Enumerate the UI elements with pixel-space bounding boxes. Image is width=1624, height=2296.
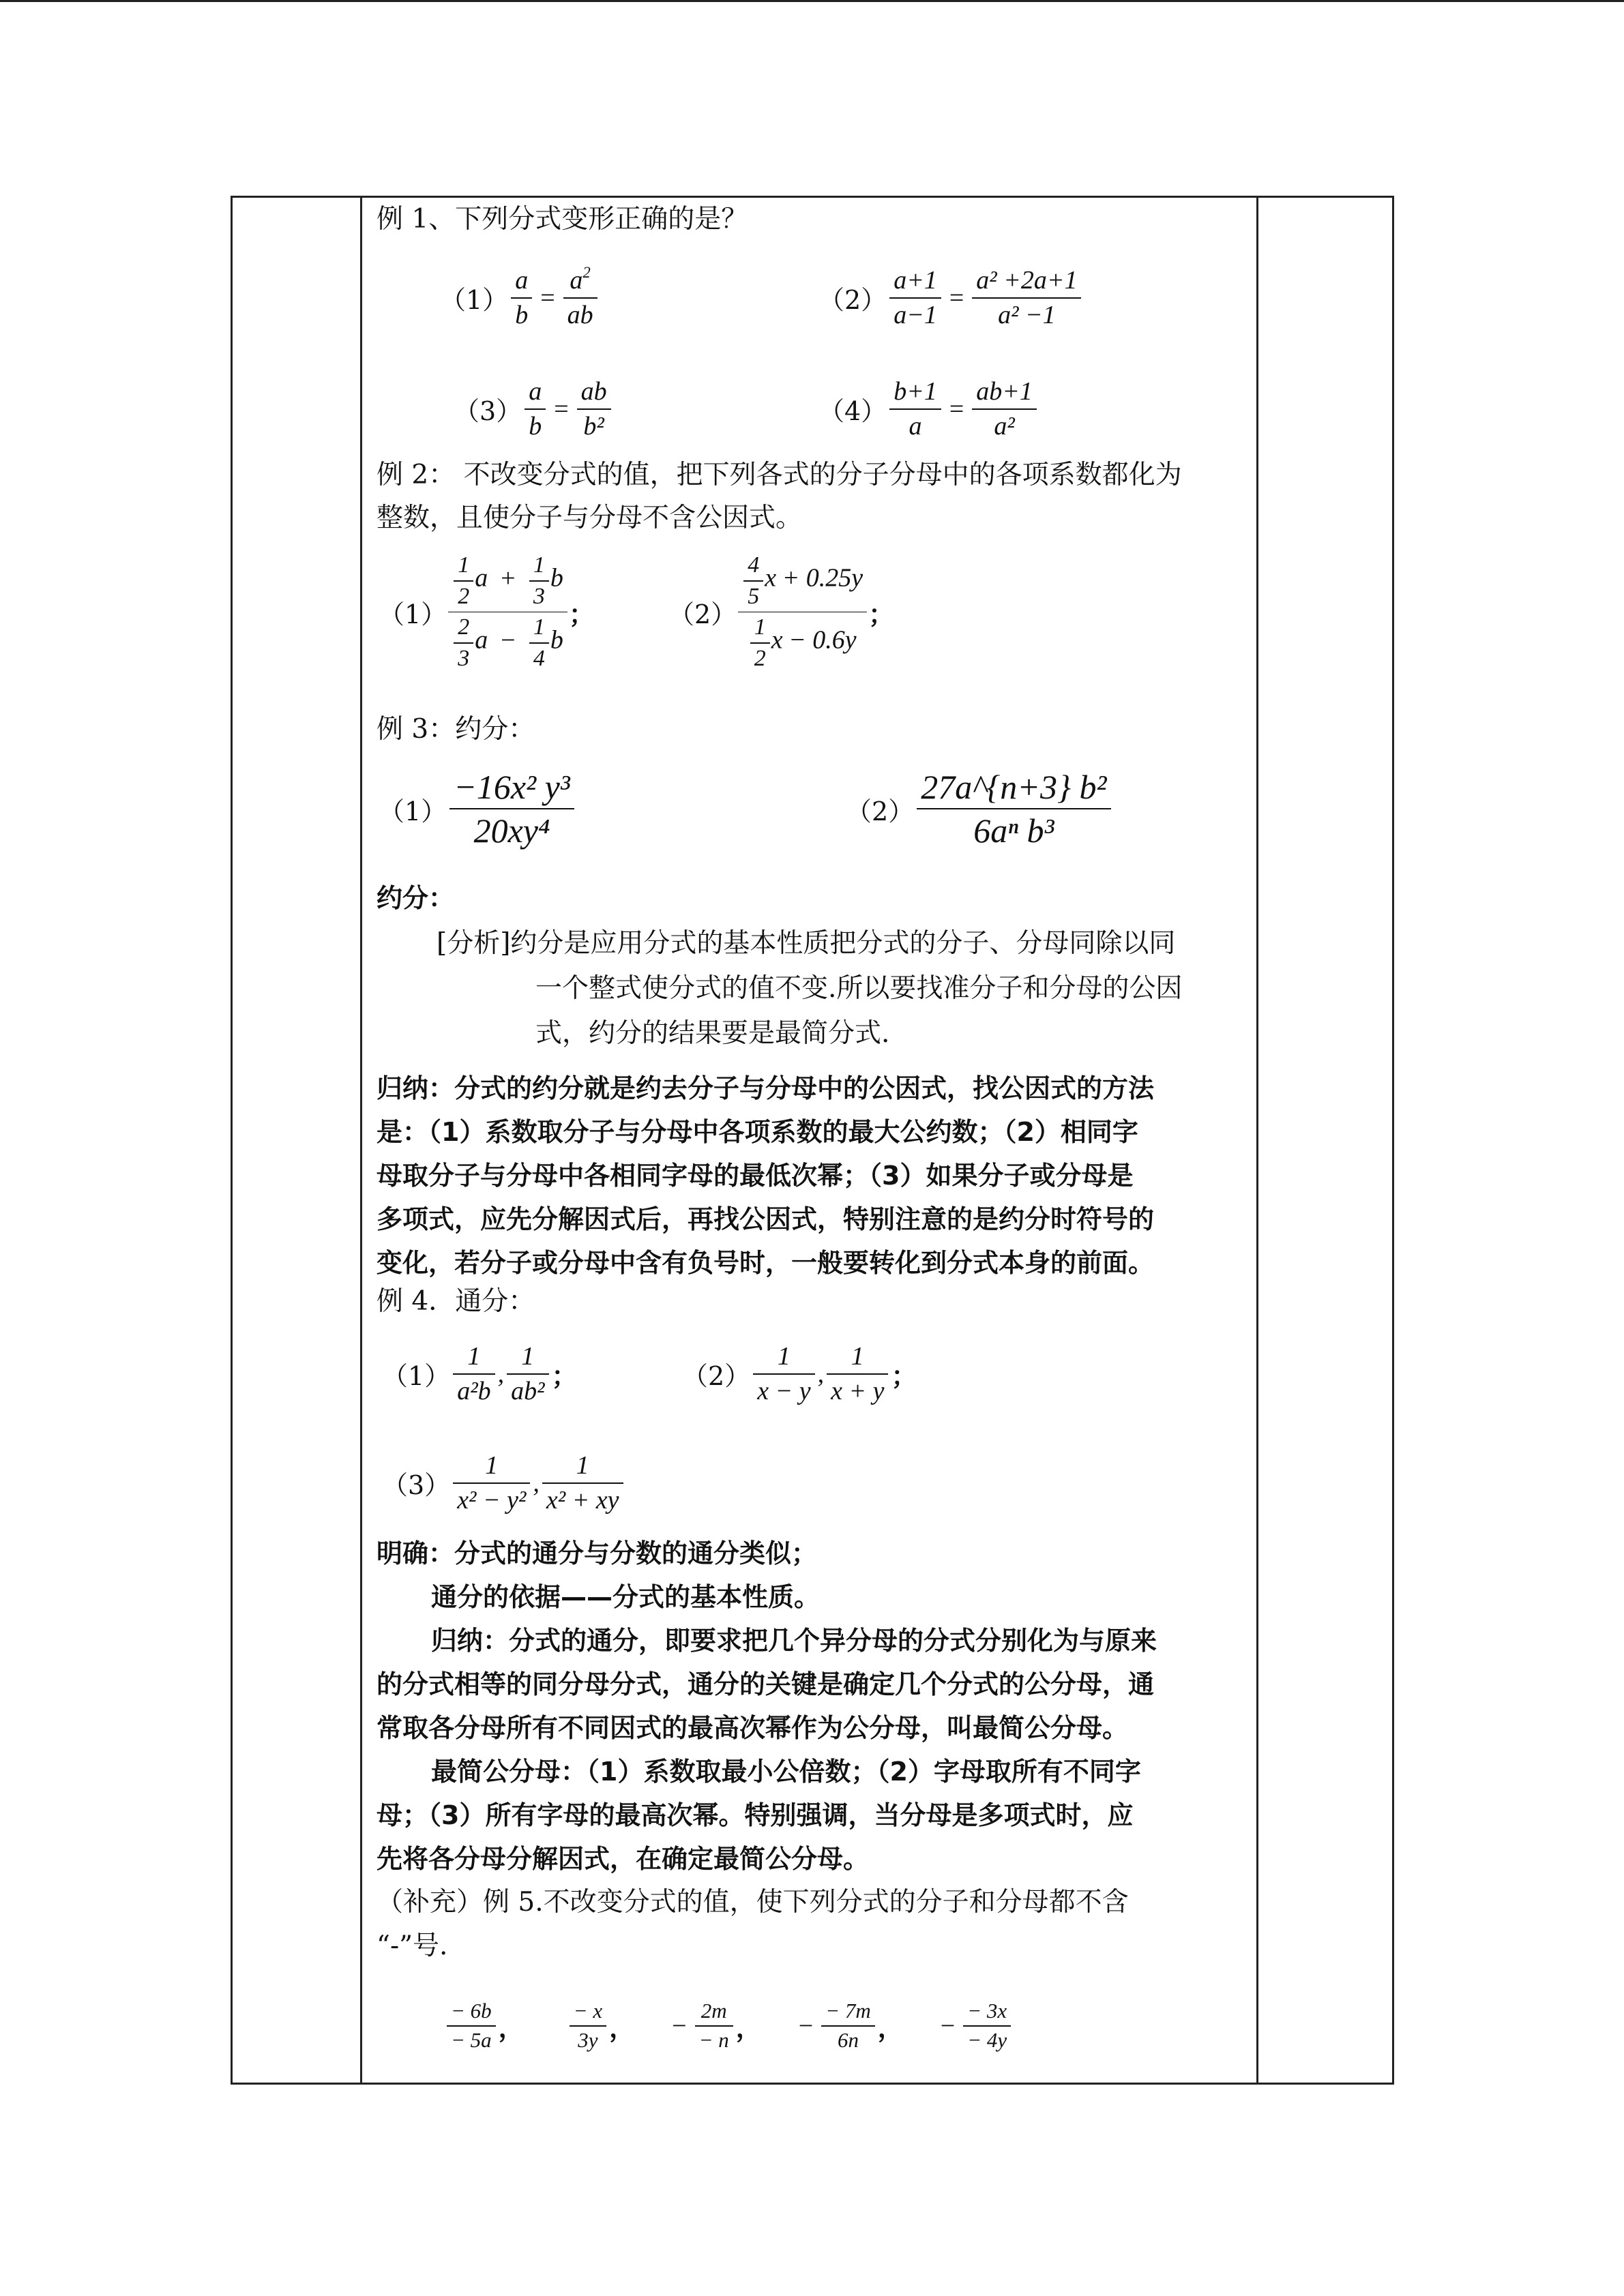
table-divider-2 <box>1256 196 1258 2085</box>
ex5-item: − − 7m 6n ， <box>798 1999 904 2052</box>
fraction: ab b² <box>577 377 611 441</box>
table-divider-1 <box>360 196 362 2085</box>
fraction: 1 x − y <box>753 1342 814 1405</box>
fraction: 1 x² + xy <box>542 1451 623 1515</box>
ex1-item-2 <box>818 266 1084 329</box>
equals-sign: = <box>949 394 964 423</box>
example-2-line-2: 整数，且使分子与分母不含公因式。 <box>377 503 803 533</box>
item-label: （2） <box>818 285 887 316</box>
clarify-summary-2: 的分式相等的同分母分式，通分的关键是确定几个分式的公分母，通 <box>377 1669 1155 1699</box>
ex4-item-1: （1） 1 a²b , 1 ab² ； <box>382 1342 578 1405</box>
ex1-item-3 <box>454 377 614 441</box>
item-label: （1） <box>379 599 447 629</box>
page-top-rule <box>0 0 1624 2</box>
clarify-summary-1: 归纳：分式的通分，即要求把几个异分母的分式分别化为与原来 <box>431 1626 1157 1656</box>
lcd-line-1: 最简公分母：（1）系数取最小公倍数；（2）字母取所有不同字 <box>431 1757 1141 1787</box>
table-border-left <box>231 196 233 2085</box>
equals-sign: = <box>949 283 964 312</box>
item-label: （2） <box>682 1361 751 1392</box>
example-5-line-2: “-”号. <box>377 1930 448 1961</box>
fraction: 1 x + y <box>827 1342 888 1405</box>
fraction: − 7m 6n <box>821 1999 875 2052</box>
fraction: a² +2a+1 a² −1 <box>972 266 1081 329</box>
summary-line-1: 归纳：分式的约分就是约去分子与分母中的公因式，找公因式的方法 <box>377 1073 1155 1103</box>
example-2-line-1: 例 2： 不改变分式的值，把下列各式的分子分母中的各项系数都化为 <box>377 460 1182 490</box>
reduce-heading: 约分： <box>377 883 455 913</box>
fraction: a b <box>525 377 546 441</box>
equals-sign: = <box>554 394 569 423</box>
equals-sign: = <box>540 283 555 312</box>
example-3-title: 例 3：约分： <box>377 714 535 745</box>
fraction: 1 a²b <box>453 1342 494 1405</box>
summary-line-3: 母取分子与分母中各相同字母的最低次幂；（3）如果分子或分母是 <box>377 1161 1134 1191</box>
fraction: a+1 a−1 <box>889 266 941 329</box>
ex2-item-1: （1） $\frac{1}{2}$ a + $\frac{1}{3}$ b $\frac{2}{3}$ a − $\frac{1}{4}$ b ； <box>379 552 595 671</box>
fraction: a b <box>511 266 532 329</box>
example-4-title: 例 4．通分： <box>377 1286 535 1317</box>
complex-fraction: $\frac{4}{5}$ x + 0.25y $\frac{1}{2}$ x − 0.6y <box>738 552 867 672</box>
item-label: （4） <box>818 396 887 427</box>
analysis-line-1: [分析]约分是应用分式的基本性质把分式的分子、分母同除以同 <box>437 928 1176 959</box>
summary-line-5: 变化，若分子或分母中含有负号时，一般要转化到分式本身的前面。 <box>377 1248 1155 1278</box>
ex5-item: − 2m − n ， <box>672 1999 762 2052</box>
table-border-right <box>1392 196 1394 2085</box>
ex5-item: − 6b − 5a ， <box>433 1999 525 2052</box>
lcd-line-2: 母；（3）所有字母的最高次幂。特别强调，当分母是多项式时，应 <box>377 1800 1134 1830</box>
ex2-item-2: （2） $\frac{4}{5}$ x + 0.25y $\frac{1}{2}$ x − 0.6y ； <box>668 552 895 671</box>
item-label: （1） <box>379 796 447 826</box>
ex1-item-4 <box>818 377 1039 441</box>
table-border-bottom <box>231 2083 1394 2085</box>
fraction: 27a^{n+3} b² 6aⁿ b³ <box>917 768 1110 850</box>
item-label: （3） <box>454 396 522 427</box>
clarify-line-2: 通分的依据——分式的基本性质。 <box>431 1582 821 1612</box>
fraction: 1 x² − y² <box>453 1451 530 1515</box>
ex4-item-3: （3） 1 x² − y² , 1 x² + xy <box>382 1451 626 1515</box>
analysis-line-2: 一个整式使分式的值不变.所以要找准分子和分母的公因 <box>535 973 1183 1004</box>
lcd-line-3: 先将各分母分解因式，在确定最简公分母。 <box>377 1844 870 1874</box>
summary-line-2: 是：（1）系数取分子与分母中各项系数的最大公约数；（2）相同字 <box>377 1117 1138 1147</box>
complex-fraction: $\frac{1}{2}$ a + $\frac{1}{3}$ b $\frac{2}{3}$ a − $\frac{1}{4}$ b <box>448 552 567 672</box>
ex3-item-1 <box>379 768 577 850</box>
fraction: 2m − n <box>695 1999 733 2052</box>
example-1-title: 例 1、下列分式变形正确的是？ <box>377 204 748 235</box>
fraction: 1 ab² <box>507 1342 548 1405</box>
fraction: −16x² y³ 20xy⁴ <box>449 768 574 850</box>
fraction: − x 3y <box>570 1999 606 2052</box>
item-label: （1） <box>382 1361 451 1392</box>
item-label: （2） <box>668 599 737 629</box>
fraction: b+1 a <box>889 377 941 441</box>
item-label: （1） <box>440 285 509 316</box>
ex5-item: − − 3x − 4y <box>935 1999 1014 2052</box>
fraction: $a^2$ ab <box>563 266 597 329</box>
example-5-line-1: （补充）例 5.不改变分式的值，使下列分式的分子和分母都不含 <box>377 1887 1129 1918</box>
ex1-item-1 <box>440 266 600 329</box>
analysis-line-3: 式，约分的结果要是最简分式. <box>535 1018 890 1049</box>
summary-line-4: 多项式，应先分解因式后，再找公因式，特别注意的是约分时符号的 <box>377 1204 1155 1234</box>
item-label: （3） <box>382 1470 451 1501</box>
clarify-line-1: 明确：分式的通分与分数的通分类似； <box>377 1538 818 1568</box>
clarify-summary-3: 常取各分母所有不同因式的最高次幂作为公分母，叫最简公分母。 <box>377 1713 1129 1743</box>
fraction: ab+1 a² <box>972 377 1037 441</box>
fraction: − 6b − 5a <box>447 1999 496 2052</box>
ex3-item-2 <box>846 768 1114 850</box>
ex5-fractions-row <box>433 1999 1014 2052</box>
ex5-item: − x 3y ， <box>556 1999 635 2052</box>
item-label: （2） <box>846 796 915 826</box>
ex4-item-2: （2） 1 x − y , 1 x + y ； <box>682 1342 917 1405</box>
fraction: − 3x − 4y <box>963 1999 1011 2052</box>
